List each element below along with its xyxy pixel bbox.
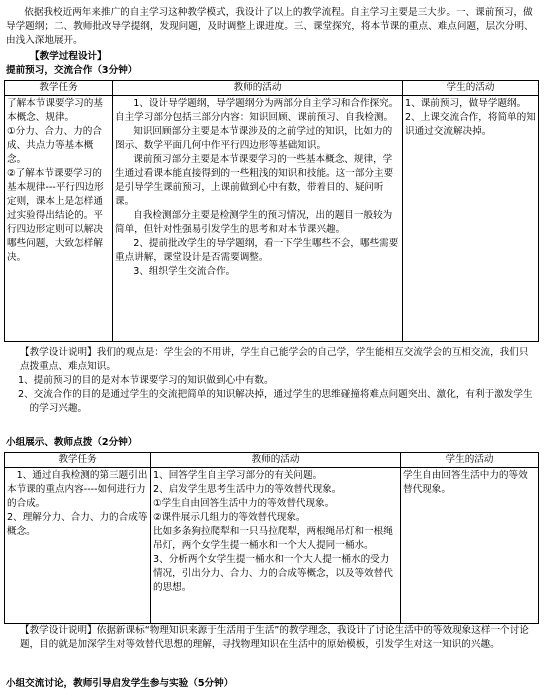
part1-header-student: 学生的活动	[403, 81, 539, 96]
design-note-1-list	[18, 374, 538, 416]
part2-teacher-line: ②课件展示几组力的等效替代现象。	[153, 512, 306, 523]
section-heading: 【教学过程设计】	[30, 51, 107, 62]
intro-paragraph: 依据我校近两年来推广的自主学习这种教学模式，我设计了以上的教学流程。自主学习主要是三大步。一、课前预习，做导学题纲；二、教师批改导学提纲，发现问题，及时调整上课进度。三、课堂探究，将本节课的重点、难点问题，层次分明、由浅入深地展开。	[6, 7, 534, 46]
part1-teacher-cell	[113, 96, 403, 342]
part2-header-task: 教学任务	[5, 453, 151, 468]
part1-student-cell: 1、课前预习，做导学题纲。 2、上课交流合作，将简单的知识通过交流解决掉。	[403, 96, 539, 342]
part2-teacher-line: 比如多条狗拉爬犁和一只马拉爬犁，两根绳吊灯和一根绳吊灯，两个女学生提一桶水和一个大人提同一桶水。	[153, 526, 393, 551]
part2-teacher-cell	[151, 468, 401, 624]
part2-task-cell: 1、通过自我检测的第三题引出本节课的重点内容----如何进行力的合成。 2、理解分力、合力、力的合成等概念。	[5, 468, 151, 624]
part1-teacher-line: 课前预习部分主要是本节课要学习的一些基本概念、规律，学生通过看课本能直接得到的一些粗浅的知识和技能。这一部分主要是引导学生课前预习，上课前做到心中有数，带着目的、疑问听课。	[115, 154, 394, 207]
part2-teacher-line: 3、分析两个女学生提一桶水和一个大人提一桶水的受力情况，引出分力、合力、力的合成等概念，以及等效替代的思想。	[153, 554, 393, 593]
part1-teacher-line: 自我检测部分主要是检测学生的预习情况，出的题目一般较为简单，但针对性强易引发学生的思考和对本节课兴趣。	[115, 210, 393, 235]
part1-teacher-line: 3、组织学生交流合作。	[133, 266, 236, 277]
design-note-1	[20, 346, 538, 374]
part2-teacher-line: 1、回答学生自主学习部分的有关问题。	[153, 470, 323, 481]
part1-teacher-line: 1、设计导学题纲，导学题纲分为两部分自主学习和合作探究。自主学习部分包括三部分内容：知识回顾、课前预习、自我检测。	[115, 98, 399, 123]
part2-header-teacher: 教师的活动	[151, 453, 401, 468]
design-note-2-label: 【教学设计说明】	[20, 625, 97, 636]
part1-title: 提前预习，交流合作（3分钟）	[6, 65, 138, 76]
design-note-1-item: 1、提前预习的目的是对本节课要学习的知识做到心中有数。	[18, 375, 274, 386]
part2-title: 小组展示、教师点拨（2分钟）	[6, 437, 138, 448]
design-note-1-label: 【教学设计说明】	[20, 347, 97, 358]
part2-teacher-line: 2、启发学生思考生活中力的等效替代现象。	[153, 484, 342, 495]
part1-teacher-line: 2、提前批改学生的导学题纲，看一下学生哪些不会，哪些需要重点讲解，课堂设计是否需要调整。	[115, 238, 399, 263]
part1-teacher-line: 知识回顾部分主要是本节课涉及的之前学过的知识，比如力的图示、数学平面几何中作平行四边形等基础知识。	[115, 126, 393, 151]
part1-header-task: 教学任务	[5, 81, 113, 96]
part3-title: 小组交流讨论，教师引导启发学生参与实验（5分钟）	[6, 678, 234, 689]
part2-table	[4, 452, 539, 624]
part1-task-cell: 了解本节课要学习的基本概念、规律。 ①分力、合力、力的合成、共点力等基本概念。 ②了解本节课要学习的基本规律---平行四边形定则，课本上是怎样通过实验得出结论的。平行四边形定则可以解决哪些问题，大致怎样解决。	[5, 96, 113, 342]
part2-teacher-line: ①学生自由回答生活中力的等效替代现象。	[153, 498, 335, 509]
design-note-2-text: 依据新课标“物理知识来源于生活用于生活”的教学理念，我设计了讨论生活中的等效现象这样一个讨论题，目的就是加深学生对等效替代思想的理解，寻找物理知识在生活中的原始模板，引发学生对这一知识的兴趣。	[20, 625, 529, 650]
part1-header-teacher: 教师的活动	[113, 81, 403, 96]
design-note-2	[20, 624, 538, 652]
design-note-1-item: 2、交流合作的目的是通过学生的交流把简单的知识解决掉，通过学生的思维碰撞将难点问题突出、激化，有利于激发学生的学习兴趣。	[18, 389, 533, 414]
part2-student-cell: 学生自由回答生活中力的等效替代现象。	[401, 468, 539, 624]
part2-header-student: 学生的活动	[401, 453, 539, 468]
design-note-1-text: 我们的观点是：学生会的不用讲，学生自己能学会的自己学，学生能相互交流学会的互相交流，我们只点拨重点、难点知识。	[20, 347, 529, 372]
part1-table	[4, 80, 539, 342]
